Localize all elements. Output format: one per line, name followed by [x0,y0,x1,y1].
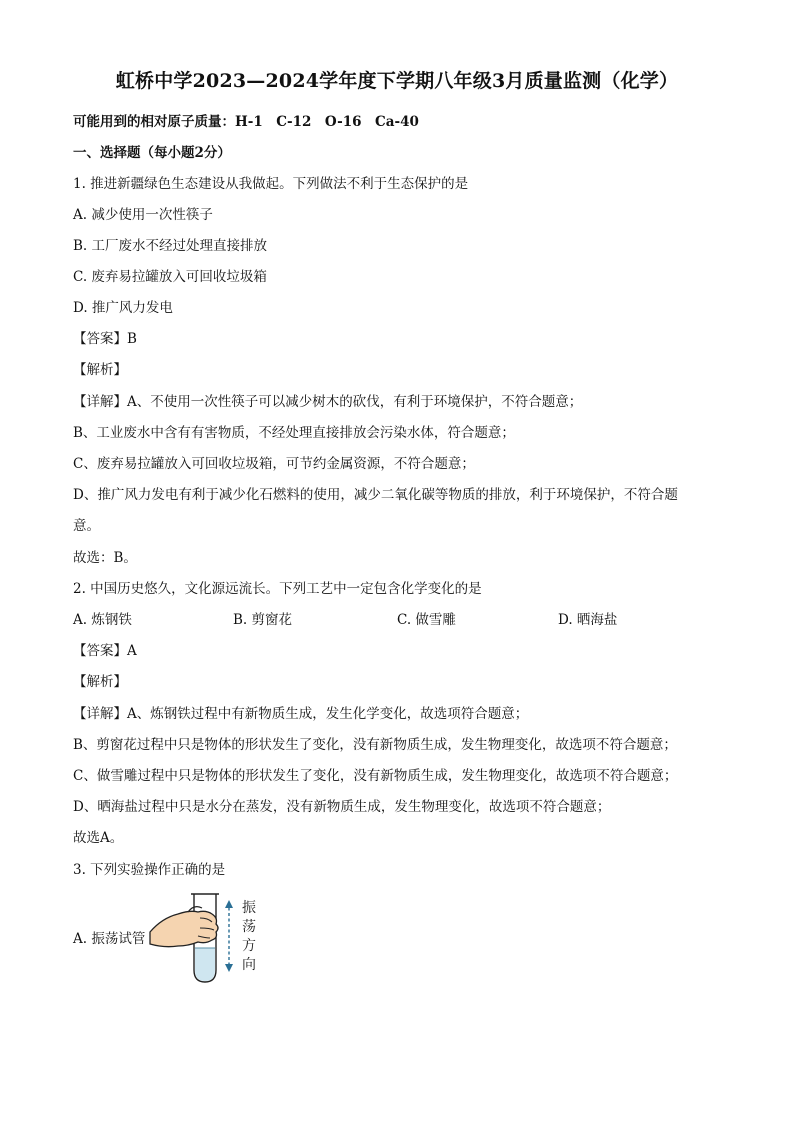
q1-analysis-label: 【解析】 [73,362,127,378]
q1-detail-d: D、推广风力发电有利于减少化石燃料的使用，减少二氧化碳等物质的排放，利于环境保护，不符合题 [73,487,678,503]
figure-label-char-4: 向 [242,957,256,973]
q1-detail-c: C、废弃易拉罐放入可回收垃圾箱，可节约金属资源，不符合题意； [73,456,475,472]
q2-analysis-label: 【解析】 [73,674,127,690]
q2-detail-b: B、剪窗花过程中只是物体的形状发生了变化，没有新物质生成，发生物理变化，故选项不符合题意； [73,737,677,753]
q2-answer: 【答案】A [73,643,137,659]
q1-conclusion: 故选：B。 [73,550,137,566]
q1-option-a: A. 减少使用一次性筷子 [73,207,213,223]
hand-icon [150,907,218,947]
figure-label-char-1: 振 [242,900,256,916]
q2-option-c: C. 做雪雕 [397,612,456,628]
q2-stem: 2. 中国历史悠久，文化源远流长。下列工艺中一定包含化学变化的是 [73,581,482,597]
q1-answer: 【答案】B [73,331,137,347]
q2-option-a: A. 炼钢铁 [73,612,132,628]
q2-option-b: B. 剪窗花 [233,612,293,628]
q3-stem: 3. 下列实验操作正确的是 [73,862,226,878]
q2-detail-a: 【详解】A、炼钢铁过程中有新物质生成，发生化学变化，故选项符合题意； [73,706,529,722]
q1-detail-d-cont: 意。 [73,518,100,534]
q1-detail-a: 【详解】A、不使用一次性筷子可以减少树木的砍伐，有利于环境保护，不符合题意； [73,394,583,410]
q2-option-d: D. 晒海盐 [558,612,618,628]
q2-options [73,608,713,628]
figure-label-char-3: 方 [242,938,256,954]
q2-detail-d: D、晒海盐过程中只是水分在蒸发，没有新物质生成，发生物理变化，故选项不符合题意； [73,799,611,815]
q1-detail-b: B、工业废水中含有有害物质，不经处理直接排放会污染水体，符合题意； [73,425,515,441]
q2-conclusion: 故选A。 [73,830,124,846]
figure-label-char-2: 荡 [242,919,256,935]
page-title: 虹桥中学2023—2024学年度下学期八年级3月质量监测（化学） [115,70,679,92]
q1-option-b: B. 工厂废水不经过处理直接排放 [73,238,268,254]
q1-option-c: C. 废弃易拉罐放入可回收垃圾箱 [73,269,267,285]
q3-option-a: A. 振荡试管 [73,931,146,947]
q2-detail-c: C、做雪雕过程中只是物体的形状发生了变化，没有新物质生成，发生物理变化，故选项不符合题意； [73,768,678,784]
double-arrow-icon [225,900,233,972]
q1-stem: 1. 推进新疆绿色生态建设从我做起。下列做法不利于生态保护的是 [73,176,469,192]
section-heading: 一、选择题（每小题2分） [73,145,231,161]
atomic-masses-note: 可能用到的相对原子质量：H-1 C-12 O-16 Ca-40 [73,114,419,130]
shaking-test-tube-figure [148,888,278,988]
q1-option-d: D. 推广风力发电 [73,300,173,316]
